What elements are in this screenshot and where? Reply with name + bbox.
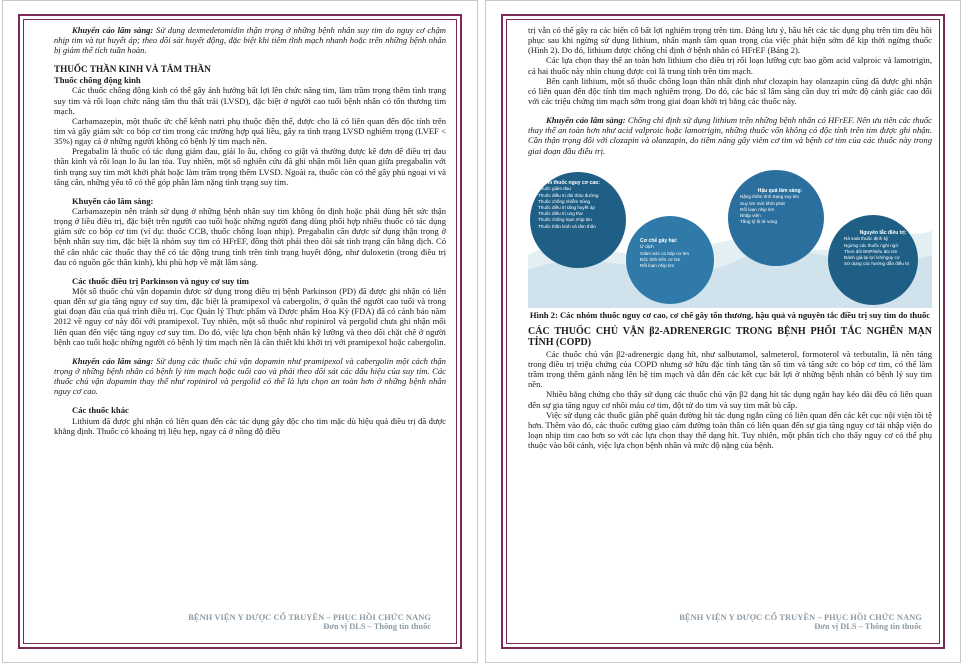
page-content: [54, 25, 446, 436]
subheading: Thuốc chống động kinh: [54, 75, 141, 86]
page-content: [528, 25, 932, 450]
figure-caption: Hình 2: Các nhóm thuốc nguy cơ cao, cơ chế gây tổn thương, hậu quả và nguyên tắc điều trị suy tim do thuốc: [529, 309, 931, 320]
paragraph: Khuyến cáo lâm sàng: Sử dụng các thuốc chủ vận dopamin như pramipexol và cabergolin một cách thận trọng ở những bệnh nhân có bệnh lý tim mạch hoặc tuổi cao và phải theo dõi sát các dấu hiệu của suy tim. Các thuốc chủ vận dopamin thay thế như ropinirol và pergolid có thể là lựa chọn an toàn hơn ở những bệnh nhân nguy cơ cao.: [54, 355, 446, 397]
paragraph: Lithium đã được ghi nhận có liên quan đến các tác dụng gây độc cho tim mặc dù hiệu quả điều trị đã được khẳng định. Thuốc có khoảng trị liệu hẹp, ngay cả ở nồng độ điều: [54, 415, 446, 436]
page-right: [485, 0, 961, 663]
paragraph: Carbamazepin nên tránh sử dụng ở những bệnh nhân suy tim không ổn định hoặc phải dùng hết sức thận trọng ở liều điều trị, đặc biệt trên người cao tuổi hoặc những người đang dùng phối hợp nhiều thuốc có tác dụng giảm sức co bóp cơ tim (ví dụ: thuốc CCB, thuốc chống loạn nhịp). Pregabalin cần được sử dụng thận trọng ở bệnh nhân suy tim, đặc biệt là nhóm suy tim có HFrEF, đồng thời phải theo dõi sát tình trạng cân bằng dịch. Có thể cân nhắc các thuốc thay thế có tác động trung tính trên tình trạng huyết động, như duloxetin (trong điều trị đau có nguồn gốc thần kinh), khi phù hợp về mặt lâm sàng.: [54, 205, 446, 267]
paragraph: Nhiều bằng chứng cho thấy sử dụng các thuốc chủ vận β2 dạng hít tác dụng ngắn hay kéo dài đều có liên quan đến sự gia tăng nguy cơ nhồi máu cơ tim, đột tử do tim và suy tim mất bù cấp.: [528, 389, 932, 410]
paragraph: Các thuốc chống động kinh có thể gây ảnh hưởng bất lợi lên chức năng tim, làm trầm trọng thêm tình trạng suy tim và rối loạn chức năng tâm thu thất trái (LVSD), đặc biệt ở người cao tuổi bệnh nhân có tổn thương tim mạch.: [54, 85, 446, 116]
circle1-text: Nhóm thuốc nguy cơ cao: Thuốc giảm đau Thuốc điều trị đái tháo đường Thuốc chống nhiễm trùng Thuốc điều trị tăng huyết áp Thuốc điều trị ung thư Thuốc chống loạn nhịp tim Thuốc thần kinh và tâm thần: [538, 179, 600, 229]
paragraph: Carbamazepin, một thuốc ức chế kênh natri phụ thuộc điện thế, được cho là có liên quan đến độc tính trên tim và gây giảm sức co bóp cơ tim trong các trường hợp quá liều, gây ra tình trạng LVSD nghiêm trọng (LVEF < 35%) ngay cả ở những người không có bệnh lý tim mạch nền.: [54, 115, 446, 147]
paragraph: trị vẫn có thể gây ra các biến cố bất lợi nghiêm trọng trên tim. Đáng lưu ý, hầu hết các tác dụng phụ trên tim đều hồi phục sau khi ngừng sử dụng lithium, nhấn mạnh tầm quan trọng của việc phát hiện sớm để kịp thời ngừng thuốc (Hình 2). Do đó, lithium được chống chỉ định ở bệnh nhân có HFrEF (Bảng 2).: [528, 25, 932, 56]
paragraph: Bên cạnh lithium, một số thuốc chống loạn thần nhất định như clozapin hay olanzapin cũng đã được ghi nhận có liên quan đến độc tính tim mạch nghiêm trọng. Do đó, các bác sĩ lâm sàng cần duy trì mức độ cảnh giác cao đối với các triệu chứng tim mạch sớm trong giai đoạn khởi trị bằng các thuốc này.: [528, 75, 932, 106]
section-heading: THUỐC THẦN KINH VÀ TÂM THẦN: [54, 64, 211, 75]
page-left: [2, 0, 478, 663]
figure-diagram: [528, 160, 932, 308]
circle4-text: Nguyên tắc điều trị: Rà soát thuốc định kỳ Ngừng các thuốc nghi ngờ Theo dõi BNP/siêu âm tim Đánh giá lại lợi ích/nguy cơ Sử dụng các hướng dẫn điều trị: [844, 229, 910, 267]
paragraph: Khuyến cáo lâm sàng: Chống chỉ định sử dụng lithium trên những bệnh nhân có HFrEF. Nên ưu tiên các thuốc thay thế an toàn hơn như acid valproic hoặc lamotrigin, những thuốc vốn không có độc tính trên tim được ghi nhận. Cần thận trọng đối với clozapin và olanzapin, do tiềm năng gây viêm cơ tim và bệnh cơ tim của các thuốc này trong giai đoạn đầu điều trị.: [528, 115, 932, 156]
circle2-text: Cơ chế gây hại: Ứ dịch Giảm sức co bóp cơ tim Độc tính trên cơ tim Rối loạn nhịp tim: [640, 237, 689, 268]
paragraph: Một số thuốc chủ vận dopamin được sử dụng trong điều trị bệnh Parkinson (PD) đã được ghi nhận có liên quan đến sự gia tăng nguy cơ suy tim, đặc biệt là pramipexol và cabergolin, ở quần thể người cao tuổi và trong giai đoạn đầu của quá trình điều trị. Cục Quản lý Thực phẩm và Dược phẩm Hoa Kỳ (FDA) đã có cảnh báo năm 2012 về nguy cơ này đối với pramipexol. Tuy nhiên, một số thuốc như ropinirol và pergolid chưa ghi nhận mối liên quan đến việc tăng nguy cơ suy tim. Do đó, việc lựa chọn bệnh nhân kỹ lưỡng và theo dõi chặt chẽ ở người bệnh cao tuổi hoặc những người có bệnh lý tim mạch nền là cần thiết khi khởi trị với pramipexol hoặc cabergolin.: [54, 285, 446, 347]
subheading: Các thuốc khác: [72, 405, 129, 416]
paragraph: Khuyến cáo lâm sàng: Sử dụng dexmedetomidin thận trọng ở những bệnh nhân suy tim do nguy cơ chậm nhịp tim và tụt huyết áp; theo dõi sát huyết động, đặc biệt khi tiêm tĩnh mạch nhanh hoặc trên những bệnh nhân bị giảm thể tích tuần hoàn.: [54, 25, 446, 56]
subheading: Các thuốc điều trị Parkinson và nguy cơ suy tim: [72, 275, 249, 286]
paragraph: Các lựa chọn thay thế an toàn hơn lithium cho điều trị rối loạn lưỡng cực bao gồm acid valproic và lamotrigin, cả hai thuốc này nhìn chung được coi là trung tính trên tim mạch.: [528, 55, 932, 76]
paragraph: Các thuốc chủ vận β2-adrenergic dạng hít, như salbutamol, salmeterol, formoterol và terbutalin, là nền tảng trong điều trị triệu chứng của COPD nhưng sở hữu đặc tính tăng tần số tim và tăng sức co bóp cơ tim, có thể làm trầm trọng thêm gánh nặng lên hệ tim mạch và dẫn đến các kết cục bất lợi ở những bệnh nhân có bệnh lý suy tim nền.: [528, 348, 932, 390]
page-footer: BỆNH VIỆN Y DƯỢC CỔ TRUYỀN – PHỤC HỒI CHỨC NANG Đơn vị DLS – Thông tin thuốc: [188, 613, 431, 631]
paragraph: Việc sử dụng các thuốc giãn phế quản đường hít tác dụng ngắn cũng có liên quan đến các kết cục nội viện tồi tệ hơn. Thêm vào đó, các thuốc cường giao cảm đường toàn thân có liên quan đến sự gia tăng nguy cơ tái nhập viện do loạn nhịp tim cao hơn so với các lựa chọn thay thế dạng hít. Tuy nhiên, một phân tích cho thấy nguy cơ có thể phụ thuộc vào bối cảnh, việc lựa chọn bệnh nhân và mức độ nặng của bệnh.: [528, 409, 932, 451]
subheading: Khuyến cáo lâm sàng:: [72, 195, 154, 206]
paragraph: Pregabalin là thuốc có tác dụng giảm đau, giải lo âu, chống co giật và thường được kê đơn để điều trị đau thần kinh và rối loạn lo âu lan tỏa. Tuy nhiên, một số nghiên cứu đã ghi nhận mối liên quan giữa pregabalin với tình trạng suy tim mới khởi phát hoặc làm trầm trọng thêm LVSD. Ngoài ra, thuốc còn có thể gây phù ngoại vi và tăng cân, những yếu tố có thể góp phần làm nặng tình trạng suy tim.: [54, 146, 446, 187]
page-footer: BỆNH VIỆN Y DƯỢC CỔ TRUYỀN – PHỤC HỒI CHỨC NANG Đơn vị DLS – Thông tin thuốc: [679, 613, 922, 631]
section-heading: CÁC THUỐC CHỦ VẬN β2-ADRENERGIC TRONG BỆNH PHỔI TẮC NGHẼN MẠN TÍNH (COPD): [528, 325, 932, 349]
circle3-text: Hậu quả lâm sàng: Nặng thêm tình trạng suy tim Suy tim mới khởi phát Rối loạn nhịp tim Nhập viện Tăng tỷ lệ tử vong: [740, 187, 803, 225]
